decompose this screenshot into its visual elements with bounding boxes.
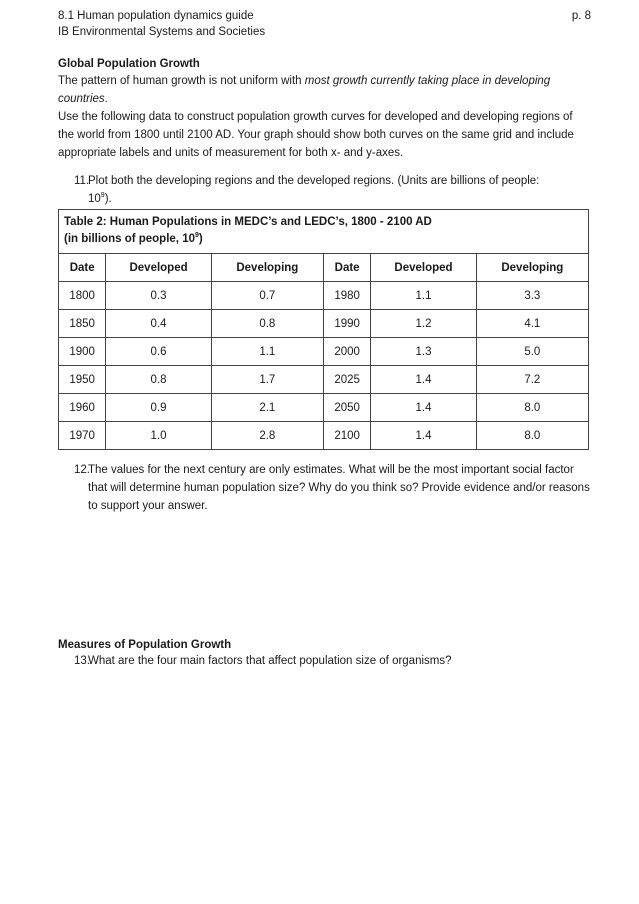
table-cell: 1.3 bbox=[371, 338, 476, 366]
table-cell: 1970 bbox=[59, 422, 106, 450]
table-caption-line2: (in billions of people, $10^9$) bbox=[64, 232, 203, 245]
table-cell: 1.7 bbox=[211, 366, 323, 394]
question-text: What are the four main factors that affect population size of organisms? bbox=[88, 655, 452, 667]
table-cell: 2025 bbox=[323, 366, 370, 394]
question-11 bbox=[58, 172, 591, 208]
table-cell: 2050 bbox=[323, 394, 370, 422]
column-header: Developing bbox=[476, 254, 588, 282]
question-number: 12. bbox=[74, 464, 90, 476]
table-row bbox=[59, 310, 589, 338]
table-cell: 0.9 bbox=[106, 394, 211, 422]
table-row bbox=[59, 366, 589, 394]
question-number: 11. bbox=[74, 175, 90, 187]
table-cell: 5.0 bbox=[476, 338, 588, 366]
table-cell: 0.6 bbox=[106, 338, 211, 366]
table-cell: 1.1 bbox=[211, 338, 323, 366]
question-unit: $10^9$). bbox=[88, 192, 112, 205]
table-header-row bbox=[59, 254, 589, 282]
table-cell: 4.1 bbox=[476, 310, 588, 338]
table-row bbox=[59, 282, 589, 310]
table-cell: 1.4 bbox=[371, 366, 476, 394]
page-number: p. 8 bbox=[571, 10, 591, 22]
intro-emphasis: most growth currently taking place in developing countries bbox=[58, 75, 551, 105]
population-table bbox=[58, 209, 589, 450]
document-page bbox=[58, 8, 591, 515]
table-caption-line1: Table 2: Human Populations in MEDC’s and LEDC’s, 1800 - 2100 AD bbox=[64, 216, 432, 228]
table-cell: 0.4 bbox=[106, 310, 211, 338]
column-header: Developed bbox=[106, 254, 211, 282]
column-header: Developing bbox=[211, 254, 323, 282]
table-cell: 8.0 bbox=[476, 422, 588, 450]
page-header bbox=[58, 8, 591, 24]
table-cell: 7.2 bbox=[476, 366, 588, 394]
table-cell: 1950 bbox=[59, 366, 106, 394]
intro-paragraph bbox=[58, 72, 591, 108]
table-cell: 0.7 bbox=[211, 282, 323, 310]
table-cell: 1.4 bbox=[371, 394, 476, 422]
question-12 bbox=[58, 461, 591, 515]
table-caption-row bbox=[59, 210, 589, 254]
table-row bbox=[59, 394, 589, 422]
intro-end: . bbox=[104, 93, 108, 105]
table-cell: 8.0 bbox=[476, 394, 588, 422]
table-cell: 1850 bbox=[59, 310, 106, 338]
table-cell: 0.3 bbox=[106, 282, 211, 310]
column-header: Date bbox=[323, 254, 370, 282]
instructions-paragraph: Use the following data to construct population growth curves for developed and developing regions of the world from 1800 until 2100 AD. Your graph should show both curves on the same grid and include appropriate labels and units of measurement for both x- and y-axes. bbox=[58, 111, 574, 159]
table-cell: 1980 bbox=[323, 282, 370, 310]
measures-section bbox=[58, 637, 591, 670]
question-number: 13. bbox=[74, 655, 90, 667]
course-name: IB Environmental Systems and Societies bbox=[58, 26, 266, 38]
column-header: Developed bbox=[371, 254, 476, 282]
table-cell: 0.8 bbox=[106, 366, 211, 394]
table-row bbox=[59, 338, 589, 366]
table-caption bbox=[59, 210, 589, 254]
table-cell: 1.0 bbox=[106, 422, 211, 450]
question-text: Plot both the developing regions and the developed regions. (Units are billions of people: bbox=[88, 175, 540, 187]
question-13 bbox=[58, 653, 591, 670]
table-cell: 1800 bbox=[59, 282, 106, 310]
table-cell: 2.8 bbox=[211, 422, 323, 450]
document-title: 8.1 Human population dynamics guide bbox=[58, 10, 254, 22]
table-cell: 1.2 bbox=[371, 310, 476, 338]
intro-text: The pattern of human growth is not uniform with bbox=[58, 75, 305, 87]
section-heading-measures: Measures of Population Growth bbox=[58, 639, 232, 651]
table-cell: 2000 bbox=[323, 338, 370, 366]
table-row bbox=[59, 422, 589, 450]
table-cell: 2.1 bbox=[211, 394, 323, 422]
column-header: Date bbox=[59, 254, 106, 282]
table-cell: 1900 bbox=[59, 338, 106, 366]
table-cell: 1.1 bbox=[371, 282, 476, 310]
table-cell: 3.3 bbox=[476, 282, 588, 310]
table-cell: 1960 bbox=[59, 394, 106, 422]
table-cell: 1.4 bbox=[371, 422, 476, 450]
table-cell: 2100 bbox=[323, 422, 370, 450]
table-cell: 1990 bbox=[323, 310, 370, 338]
question-text: The values for the next century are only estimates. What will be the most important social factor that will determine human population size? Why do you think so? Provide evidence and/or reasons to support your answer. bbox=[88, 464, 590, 512]
table-cell: 0.8 bbox=[211, 310, 323, 338]
section-heading-global: Global Population Growth bbox=[58, 58, 200, 70]
